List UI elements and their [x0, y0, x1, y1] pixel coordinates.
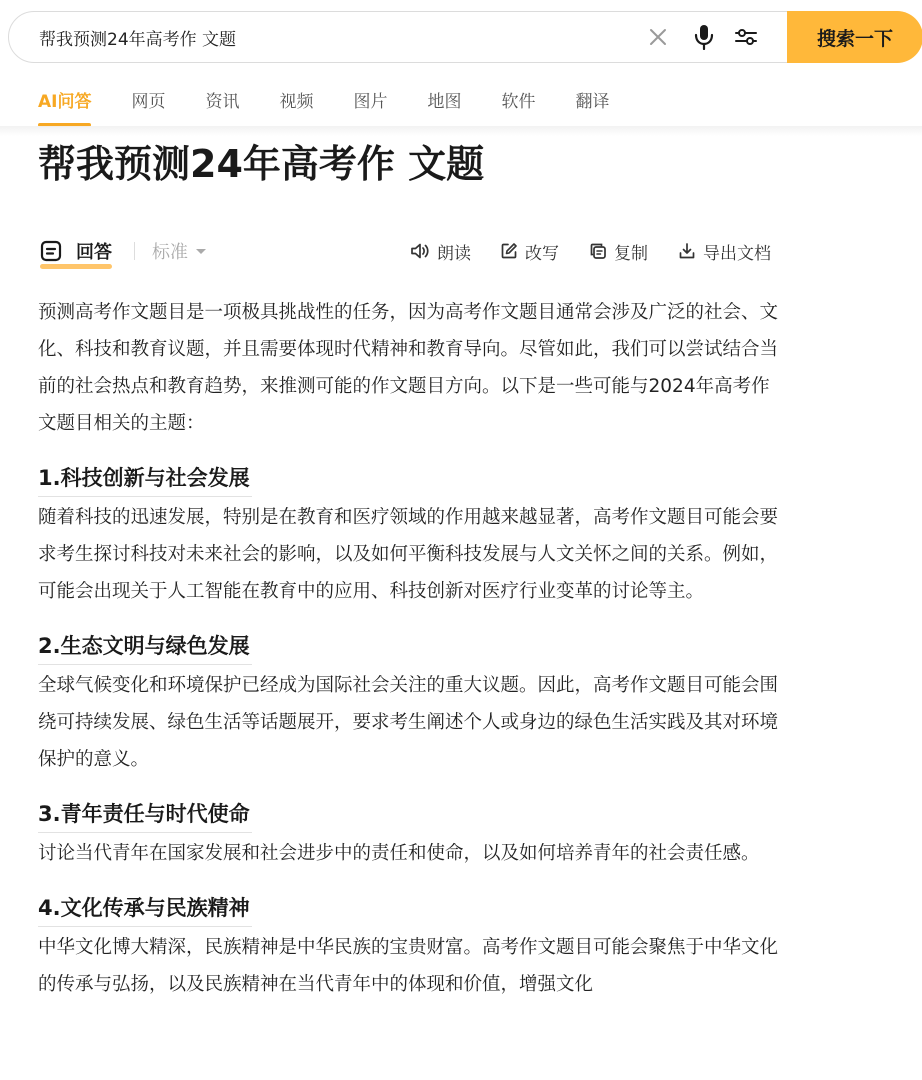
rewrite-button[interactable]: [500, 236, 559, 266]
read-aloud-button[interactable]: [410, 236, 471, 266]
edit-icon: [500, 242, 518, 260]
search-input[interactable]: [39, 12, 599, 62]
tab-translate[interactable]: 翻译: [575, 92, 610, 112]
export-document-label: 导出文档: [703, 243, 771, 264]
export-document-button[interactable]: [678, 236, 771, 266]
section-body: 中华文化博大精深，民族精神是中华民族的宝贵财富。高考作文题目可能会聚焦于中华文化的传承与弘扬，以及民族精神在当代青年中的体现和价值，增强文化: [38, 937, 779, 995]
answer-tab[interactable]: [40, 236, 112, 266]
search-tabs: [38, 88, 649, 118]
answer-section: [38, 628, 778, 778]
answer-style-select[interactable]: [152, 236, 206, 266]
speaker-icon: [410, 242, 430, 260]
answer-content: [38, 294, 778, 1003]
search-bar: [8, 11, 922, 63]
copy-label: 复制: [614, 243, 648, 264]
search-button[interactable]: 搜索一下: [787, 11, 922, 63]
bottom-fade: [0, 1046, 922, 1080]
tab-software[interactable]: 软件: [501, 92, 536, 112]
tabs-divider: [0, 126, 922, 136]
export-icon: [678, 242, 696, 260]
rewrite-label: 改写: [525, 243, 559, 264]
section-heading: 2.生态文明与绿色发展: [38, 628, 252, 665]
document-icon: [40, 240, 62, 262]
toolbar-divider: [134, 242, 135, 260]
clear-icon[interactable]: [645, 24, 671, 50]
answer-section: [38, 796, 778, 872]
chevron-down-icon: [196, 249, 206, 254]
tab-images[interactable]: 图片: [353, 92, 388, 112]
section-heading: 1.科技创新与社会发展: [38, 460, 252, 497]
copy-icon: [589, 242, 607, 260]
tab-ai-qa[interactable]: AI问答: [38, 88, 91, 118]
tab-web[interactable]: 网页: [131, 92, 166, 112]
section-body: 讨论当代青年在国家发展和社会进步中的责任和使命，以及如何培养青年的社会责任感。: [38, 843, 760, 864]
section-heading: 3.青年责任与时代使命: [38, 796, 252, 833]
tab-video[interactable]: 视频: [279, 92, 314, 112]
section-body: 随着科技的迅速发展，特别是在教育和医疗领域的作用越来越显著，高考作文题目可能会要求考生探讨科技对未来社会的影响，以及如何平衡科技发展与人文关怀之间的关系。例如，可能会出现关于人工智能在教育中的应用、科技创新对医疗行业变革的讨论等主。: [38, 507, 779, 602]
filter-settings-icon[interactable]: [733, 24, 759, 50]
copy-button[interactable]: [589, 236, 648, 266]
answer-intro: 预测高考作文题目是一项极具挑战性的任务，因为高考作文题目通常会涉及广泛的社会、文化、科技和教育议题，并且需要体现时代精神和教育导向。尽管如此，我们可以尝试结合当前的社会热点和教育趋势，来推测可能的作文题目方向。以下是一些可能与2024年高考作文题目相关的主题：: [38, 302, 779, 434]
section-heading: 4.文化传承与民族精神: [38, 890, 252, 927]
read-aloud-label: 朗读: [437, 243, 471, 264]
page-title: 帮我预测24年高考作 文题: [38, 142, 485, 186]
answer-section: [38, 890, 778, 1003]
tab-news[interactable]: 资讯: [205, 92, 240, 112]
tab-map[interactable]: 地图: [427, 92, 462, 112]
answer-style-label: 标准: [152, 242, 188, 263]
section-body: 全球气候变化和环境保护已经成为国际社会关注的重大议题。因此，高考作文题目可能会围绕可持续发展、绿色生活等话题展开，要求考生阐述个人或身边的绿色生活实践及其对环境保护的意义。: [38, 675, 779, 770]
microphone-icon[interactable]: [691, 24, 717, 50]
answer-section: [38, 460, 778, 610]
answer-tab-label: 回答: [76, 242, 112, 263]
